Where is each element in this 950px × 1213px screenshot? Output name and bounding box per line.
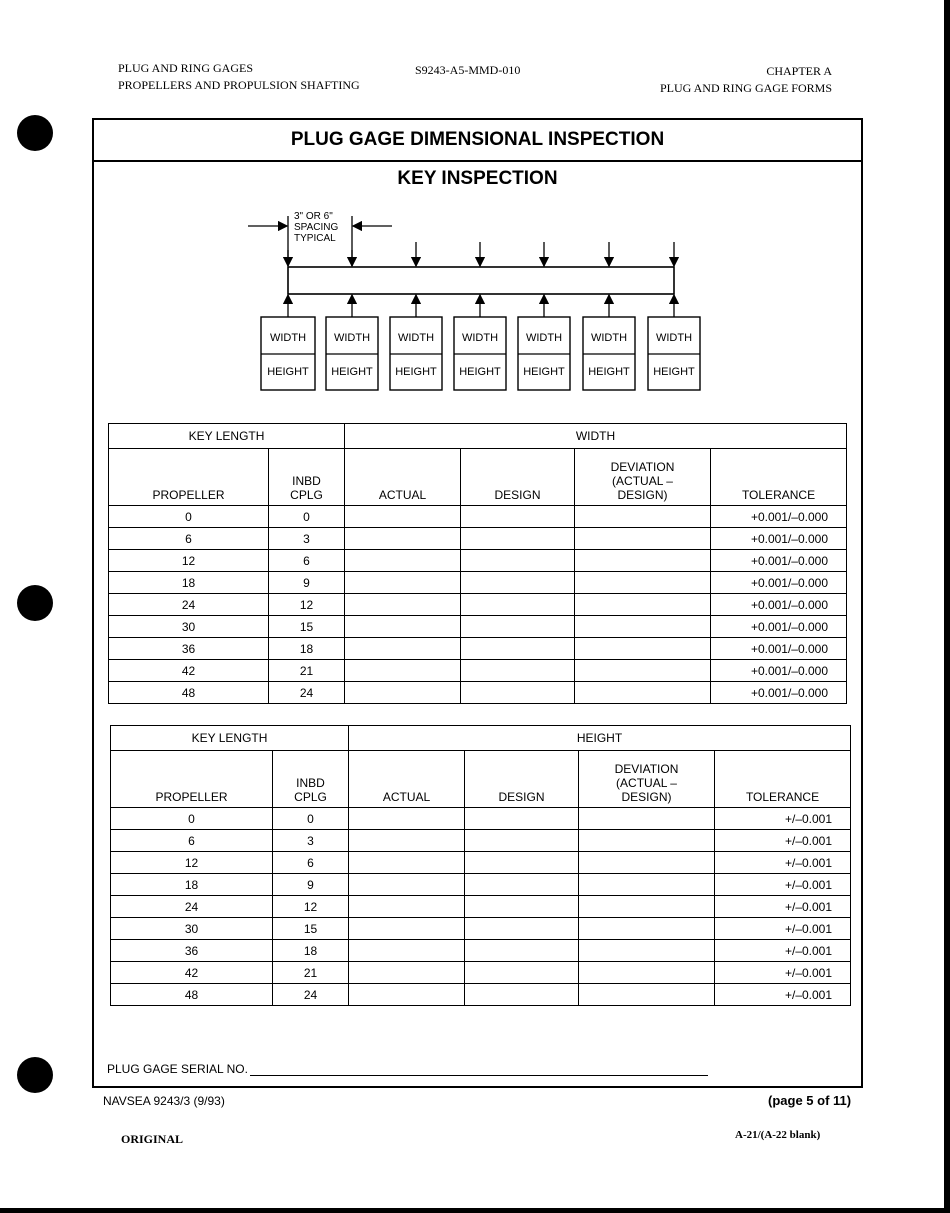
inbd-cell: 18 — [273, 940, 349, 962]
actual-cell[interactable] — [349, 830, 465, 852]
propeller-cell: 12 — [111, 852, 273, 874]
table-row — [109, 506, 847, 528]
deviation-cell[interactable] — [579, 896, 715, 918]
table-row — [111, 940, 851, 962]
deviation-cell[interactable] — [575, 638, 711, 660]
table-row — [111, 962, 851, 984]
serial-number-input-line[interactable] — [250, 1063, 708, 1076]
design-cell[interactable] — [465, 852, 579, 874]
propeller-cell: 42 — [111, 962, 273, 984]
propeller-cell: 36 — [111, 940, 273, 962]
design-cell[interactable] — [465, 940, 579, 962]
propeller-cell: 6 — [109, 528, 269, 550]
col-inbd-label: INBD — [296, 776, 325, 790]
tolerance-cell: +/–0.001 — [715, 808, 851, 830]
col-actual: ACTUAL — [349, 751, 465, 808]
design-cell[interactable] — [461, 528, 575, 550]
col-deviation-line1: DEVIATION — [614, 762, 679, 776]
box-height-label: HEIGHT — [459, 366, 501, 378]
header-right — [660, 63, 832, 97]
tolerance-cell: +/–0.001 — [715, 962, 851, 984]
propeller-cell: 12 — [109, 550, 269, 572]
actual-cell[interactable] — [345, 660, 461, 682]
document-status: ORIGINAL — [121, 1132, 184, 1146]
inbd-cell: 0 — [273, 808, 349, 830]
spacing-label-line1: 3" OR 6" — [294, 211, 333, 222]
col-deviation-line3: DESIGN) — [621, 790, 672, 804]
col-deviation-line1: DEVIATION — [610, 460, 675, 474]
key-length-header: KEY LENGTH — [109, 424, 345, 449]
header-right-line2: PLUG AND RING GAGE FORMS — [659, 81, 832, 95]
propeller-cell: 0 — [109, 506, 269, 528]
actual-cell[interactable] — [349, 940, 465, 962]
page-indicator: (page 5 of 11) — [768, 1093, 852, 1108]
col-tolerance: TOLERANCE — [715, 751, 851, 808]
col-tolerance: TOLERANCE — [711, 449, 847, 506]
col-deviation-line2: (ACTUAL – — [612, 474, 673, 488]
col-propeller: PROPELLER — [111, 751, 273, 808]
table-row — [109, 572, 847, 594]
header-left-line1: PLUG AND RING GAGES — [118, 61, 254, 75]
actual-cell[interactable] — [349, 896, 465, 918]
key-length-header: KEY LENGTH — [111, 726, 349, 751]
key-spacing-diagram — [94, 200, 861, 400]
inbd-cell: 6 — [273, 852, 349, 874]
col-actual: ACTUAL — [345, 449, 461, 506]
serial-number-field — [107, 1062, 708, 1076]
inbd-cell: 12 — [273, 896, 349, 918]
table-row — [111, 852, 851, 874]
inbd-cell: 21 — [273, 962, 349, 984]
col-cplg-label: CPLG — [290, 488, 323, 502]
deviation-cell[interactable] — [579, 874, 715, 896]
inbd-cell: 9 — [269, 572, 345, 594]
propeller-cell: 48 — [109, 682, 269, 704]
box-height-label: HEIGHT — [653, 366, 695, 378]
header-left — [118, 60, 360, 94]
bottom-arrows — [288, 295, 674, 317]
deviation-cell[interactable] — [575, 550, 711, 572]
height-inspection-table — [110, 725, 851, 1006]
design-cell[interactable] — [465, 962, 579, 984]
deviation-cell[interactable] — [575, 528, 711, 550]
measurement-box-1 — [261, 317, 315, 390]
tolerance-cell: +0.001/–0.000 — [711, 572, 847, 594]
design-cell[interactable] — [461, 550, 575, 572]
top-arrows — [288, 242, 674, 266]
deviation-cell[interactable] — [575, 572, 711, 594]
table-row — [109, 528, 847, 550]
inbd-cell: 15 — [269, 616, 345, 638]
form-title: PLUG GAGE DIMENSIONAL INSPECTION — [94, 120, 861, 162]
measurement-box-3 — [390, 317, 442, 390]
actual-cell[interactable] — [345, 506, 461, 528]
deviation-cell[interactable] — [575, 660, 711, 682]
measurement-box-4 — [454, 317, 506, 390]
col-design: DESIGN — [465, 751, 579, 808]
col-inbd-cplg — [273, 751, 349, 808]
table-row — [111, 984, 851, 1006]
header-left-line2: PROPELLERS AND PROPULSION SHAFTING — [118, 78, 360, 92]
tolerance-cell: +0.001/–0.000 — [711, 550, 847, 572]
punch-hole-top — [17, 115, 53, 151]
inbd-cell: 6 — [269, 550, 345, 572]
table-row — [109, 638, 847, 660]
box-height-label: HEIGHT — [523, 366, 565, 378]
col-deviation-line3: DESIGN) — [617, 488, 668, 502]
col-propeller: PROPELLER — [109, 449, 269, 506]
propeller-cell: 30 — [111, 918, 273, 940]
deviation-cell[interactable] — [575, 616, 711, 638]
design-cell[interactable] — [461, 594, 575, 616]
col-cplg-label: CPLG — [294, 790, 327, 804]
header-document-number: S9243-A5-MMD-010 — [415, 63, 521, 77]
box-height-label: HEIGHT — [588, 366, 630, 378]
measurement-box-5 — [518, 317, 570, 390]
serial-number-label: PLUG GAGE SERIAL NO. — [107, 1062, 248, 1076]
measurement-box-7 — [648, 317, 700, 390]
table-row — [109, 682, 847, 704]
col-deviation-line2: (ACTUAL – — [616, 776, 677, 790]
width-group-header: WIDTH — [345, 424, 847, 449]
spacing-label-line3: TYPICAL — [294, 233, 336, 244]
col-deviation — [579, 751, 715, 808]
tolerance-cell: +/–0.001 — [715, 984, 851, 1006]
propeller-cell: 18 — [109, 572, 269, 594]
deviation-cell[interactable] — [579, 918, 715, 940]
punch-hole-middle — [17, 585, 53, 621]
propeller-cell: 0 — [111, 808, 273, 830]
box-width-label: WIDTH — [397, 332, 435, 344]
deviation-cell[interactable] — [579, 962, 715, 984]
propeller-cell: 24 — [111, 896, 273, 918]
punch-hole-bottom — [17, 1057, 53, 1093]
col-inbd-cplg — [269, 449, 345, 506]
propeller-cell: 18 — [111, 874, 273, 896]
col-design: DESIGN — [461, 449, 575, 506]
header-right-line1: CHAPTER A — [766, 64, 832, 78]
design-cell[interactable] — [465, 874, 579, 896]
height-group-header: HEIGHT — [349, 726, 851, 751]
measurement-box-6 — [583, 317, 635, 390]
box-width-label: WIDTH — [655, 332, 693, 344]
table-row — [111, 830, 851, 852]
table-row — [111, 808, 851, 830]
actual-cell[interactable] — [349, 962, 465, 984]
inbd-cell: 18 — [269, 638, 345, 660]
deviation-cell[interactable] — [575, 682, 711, 704]
inspection-form — [92, 118, 863, 1088]
table-row — [109, 616, 847, 638]
form-number: NAVSEA 9243/3 (9/93) — [103, 1094, 225, 1108]
actual-cell[interactable] — [345, 616, 461, 638]
box-height-label: HEIGHT — [395, 366, 437, 378]
propeller-cell: 42 — [109, 660, 269, 682]
actual-cell[interactable] — [345, 550, 461, 572]
actual-cell[interactable] — [345, 682, 461, 704]
actual-cell[interactable] — [349, 852, 465, 874]
spacing-label-line2: SPACING — [294, 222, 339, 233]
design-cell[interactable] — [461, 638, 575, 660]
design-cell[interactable] — [465, 896, 579, 918]
table-row — [111, 896, 851, 918]
tolerance-cell: +0.001/–0.000 — [711, 594, 847, 616]
measurement-box-2 — [326, 317, 378, 390]
design-cell[interactable] — [461, 572, 575, 594]
inbd-cell: 9 — [273, 874, 349, 896]
tolerance-cell: +0.001/–0.000 — [711, 682, 847, 704]
tolerance-cell: +/–0.001 — [715, 830, 851, 852]
design-cell[interactable] — [465, 808, 579, 830]
deviation-cell[interactable] — [579, 830, 715, 852]
col-deviation — [575, 449, 711, 506]
tolerance-cell: +/–0.001 — [715, 896, 851, 918]
inbd-cell: 3 — [269, 528, 345, 550]
tolerance-cell: +0.001/–0.000 — [711, 616, 847, 638]
actual-cell[interactable] — [349, 808, 465, 830]
table-row — [109, 660, 847, 682]
tolerance-cell: +0.001/–0.000 — [711, 638, 847, 660]
tolerance-cell: +/–0.001 — [715, 918, 851, 940]
scan-edge-bottom — [0, 1208, 950, 1213]
tolerance-cell: +/–0.001 — [715, 940, 851, 962]
inbd-cell: 21 — [269, 660, 345, 682]
table-row — [109, 550, 847, 572]
box-height-label: HEIGHT — [331, 366, 373, 378]
propeller-cell: 24 — [109, 594, 269, 616]
box-width-label: WIDTH — [333, 332, 371, 344]
propeller-cell: 48 — [111, 984, 273, 1006]
actual-cell[interactable] — [349, 918, 465, 940]
actual-cell[interactable] — [349, 984, 465, 1006]
propeller-cell: 6 — [111, 830, 273, 852]
col-inbd-label: INBD — [292, 474, 321, 488]
height-column-headers — [111, 751, 851, 808]
tolerance-cell: +0.001/–0.000 — [711, 506, 847, 528]
tolerance-cell: +/–0.001 — [715, 874, 851, 896]
deviation-cell[interactable] — [575, 506, 711, 528]
inbd-cell: 24 — [269, 682, 345, 704]
deviation-cell[interactable] — [579, 940, 715, 962]
design-cell[interactable] — [461, 616, 575, 638]
actual-cell[interactable] — [345, 638, 461, 660]
box-width-label: WIDTH — [269, 332, 307, 344]
inbd-cell: 12 — [269, 594, 345, 616]
inbd-cell: 3 — [273, 830, 349, 852]
design-cell[interactable] — [465, 984, 579, 1006]
tolerance-cell: +0.001/–0.000 — [711, 528, 847, 550]
design-cell[interactable] — [461, 682, 575, 704]
box-width-label: WIDTH — [461, 332, 499, 344]
page-reference: A-21/(A-22 blank) — [735, 1129, 821, 1141]
box-width-label: WIDTH — [525, 332, 563, 344]
tolerance-cell: +/–0.001 — [715, 852, 851, 874]
width-column-headers — [109, 449, 847, 506]
form-subtitle: KEY INSPECTION — [397, 168, 558, 189]
plug-gage-bar — [288, 267, 674, 294]
design-cell[interactable] — [461, 506, 575, 528]
deviation-cell[interactable] — [579, 852, 715, 874]
design-cell[interactable] — [465, 830, 579, 852]
propeller-cell: 30 — [109, 616, 269, 638]
deviation-cell[interactable] — [575, 594, 711, 616]
table-row — [111, 874, 851, 896]
deviation-cell[interactable] — [579, 984, 715, 1006]
table-row — [111, 918, 851, 940]
inbd-cell: 15 — [273, 918, 349, 940]
table-row — [109, 594, 847, 616]
actual-cell[interactable] — [345, 572, 461, 594]
design-cell[interactable] — [461, 660, 575, 682]
box-height-label: HEIGHT — [267, 366, 309, 378]
actual-cell[interactable] — [349, 874, 465, 896]
actual-cell[interactable] — [345, 528, 461, 550]
design-cell[interactable] — [465, 918, 579, 940]
inbd-cell: 24 — [273, 984, 349, 1006]
inbd-cell: 0 — [269, 506, 345, 528]
width-inspection-table — [108, 423, 847, 704]
box-width-label: WIDTH — [590, 332, 628, 344]
tolerance-cell: +0.001/–0.000 — [711, 660, 847, 682]
deviation-cell[interactable] — [579, 808, 715, 830]
propeller-cell: 36 — [109, 638, 269, 660]
scan-edge-right — [944, 0, 950, 1213]
actual-cell[interactable] — [345, 594, 461, 616]
